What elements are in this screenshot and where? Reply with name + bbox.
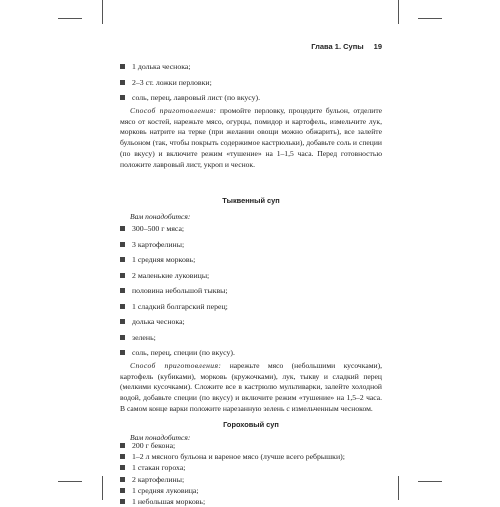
section-title: Гороховый суп xyxy=(223,420,279,429)
bullet-icon xyxy=(120,273,125,278)
bullet-icon xyxy=(120,443,125,448)
list-item: 1 стакан гороха; xyxy=(120,462,382,473)
crop-mark xyxy=(418,481,442,482)
section-title: Тыквенный суп xyxy=(222,196,280,205)
list-item: 300–500 г мяса; xyxy=(120,221,382,237)
bullet-icon xyxy=(120,80,125,85)
list-item: 1 небольшая морковь; xyxy=(120,496,382,507)
bullet-icon xyxy=(120,350,125,355)
bullet-icon xyxy=(120,226,125,231)
list-item: зелень; xyxy=(120,330,382,346)
list-item: 200 г бекона; xyxy=(120,440,382,451)
list-item: 1 средняя луковица; xyxy=(120,485,382,496)
list-item: долька чеснока; xyxy=(120,314,382,330)
crop-mark xyxy=(102,0,103,24)
need-label: Вам понадобится: xyxy=(130,433,191,442)
list-item: 2–3 ст. ложки перловки; xyxy=(120,75,382,91)
page-number: 19 xyxy=(373,42,382,51)
list-item: соль, перец, специи (по вкусу). xyxy=(120,345,382,361)
list-item: 1–2 л мясного бульона и вареное мясо (лучше всего ребрышки); xyxy=(120,451,382,462)
bullet-icon xyxy=(120,242,125,247)
crop-mark xyxy=(58,18,82,19)
section-pea-soup xyxy=(120,420,382,429)
bullet-icon xyxy=(120,335,125,340)
ingredients-list-top xyxy=(120,59,382,106)
bullet-icon xyxy=(120,454,125,459)
method-paragraph: Способ приготовления: нарежьте мясо (небольшими кусочками), картофель (кубиками), морковь (кружочками), лук, тыкву и сладкий перец (мелкими кусочками). Сложите все в кастрюлю мультиварки, залейте холодной водой, добавьте специи (по вкусу) и включите режим «тушение» на 1,5–2 часа. В самом конце варки положите нарезанную зелень с измельченным чесноком. xyxy=(120,361,382,413)
crop-mark xyxy=(102,476,103,500)
method-paragraph: Способ приготовления: промойте перловку, процедите бульон, отделите мясо от костей, нарежьте мясо, огурцы, помидор и картофель, измельчите лук, морковь натрите на терке (при желании овощи можно обжарить), все залейте бульоном (так, чтобы покрыть содержимое кастрюльки), добавьте соль и специи (по вкусу) и включите режим «тушение» на 1–1,5 часа. Перед готовностью положите лавровый лист, укроп и чеснок. xyxy=(120,106,383,169)
bullet-icon xyxy=(120,477,125,482)
list-item: половина небольшой тыквы; xyxy=(120,283,382,299)
bullet-icon xyxy=(120,488,125,493)
section-pumpkin-soup xyxy=(120,196,382,205)
bullet-icon xyxy=(120,95,125,100)
running-header xyxy=(311,42,382,51)
list-item: соль, перец, лавровый лист (по вкусу). xyxy=(120,90,382,106)
list-item: 2 маленькие луковицы; xyxy=(120,268,382,284)
bullet-icon xyxy=(120,288,125,293)
bullet-icon xyxy=(120,465,125,470)
chapter-title: Глава 1. Супы xyxy=(311,42,364,51)
ingredients-list-pumpkin xyxy=(120,221,382,361)
list-item: 3 картофелины; xyxy=(120,237,382,253)
bullet-icon xyxy=(120,64,125,69)
crop-mark xyxy=(398,0,399,24)
bullet-icon xyxy=(120,304,125,309)
list-item: 2 картофелины; xyxy=(120,474,382,485)
ingredients-list-pea xyxy=(120,440,382,507)
list-item: 1 долька чеснока; xyxy=(120,59,382,75)
crop-mark xyxy=(58,481,82,482)
list-item: 1 средняя морковь; xyxy=(120,252,382,268)
list-item: 1 сладкий болгарский перец; xyxy=(120,299,382,315)
crop-mark xyxy=(418,18,442,19)
need-label: Вам понадобится: xyxy=(130,212,191,221)
crop-mark xyxy=(398,476,399,500)
bullet-icon xyxy=(120,257,125,262)
bullet-icon xyxy=(120,319,125,324)
